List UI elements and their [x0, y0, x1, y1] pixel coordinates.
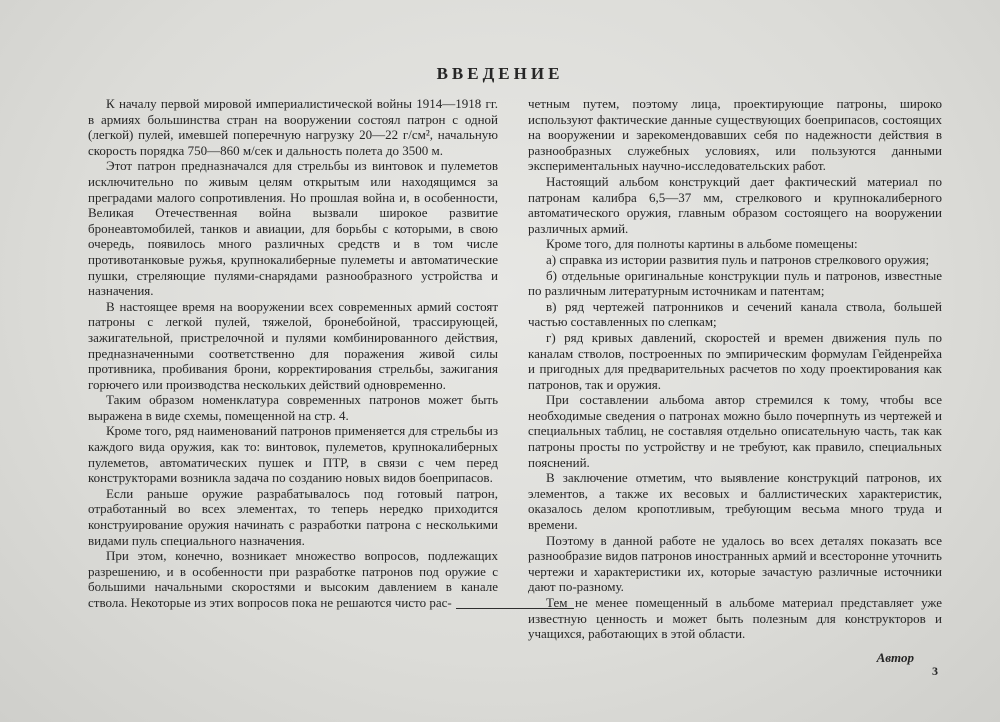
page-title: ВВЕДЕНИЕ [436, 64, 564, 83]
paragraph: Кроме того, ряд наименований патронов применяется для стрельбы из каждого вида оружия, как то: винтовок, пулеметов, крупнокалиберных пулеметов, автоматических пушек и ПТР, в связи с чем перед конструкторами возникла задача по созданию новых видов боеприпасов. [88, 423, 498, 486]
author-signature: Автор [876, 649, 914, 665]
divider-line [456, 608, 574, 609]
paragraph: В настоящее время на вооружении всех современных армий состоят патроны с легкой пулей, тяжелой, бронебойной, трассирующей, зажигательной, пристрелочной и пулями комбинированного действия, предназначенными соответственно для поражения живой силы противника, пробивания брони, корректирования стрельбы, зажигания горючего или производства нескольких действий одновременно. [88, 298, 498, 392]
paragraph: К началу первой мировой империалистической войны 1914—1918 гг. в армиях большинства стран на вооружении состоял патрон с одной (легкой) пулей, имевшей поперечную нагрузку 20—22 г/см², начальную скорость порядка 750—860 м/сек и дальность полета до 3500 м. [88, 96, 498, 158]
paragraph: Этот патрон предназначался для стрельбы из винтовок и пулеметов исключительно по живым целям открытым или находящимся за преградами малого сопротивления. Но прошлая война и, в особенности, Великая Отечественная война вызвали широкое развитие бронеавтомобилей, танков и авиации, для борьбы с которыми, в свою очередь, появилось много различных средств и в том числе противотанковые ружья, крупнокалиберные пулеметы и автоматические пушки, стреляющие пулями-снарядами разнообразного устройства и назначения. [88, 158, 498, 299]
paragraph: В заключение отметим, что выявление конструкций патронов, их элементов, а также их весовых и баллистических характеристик, оказалось делом кропотливым, требующим весьма много труда и времени. [528, 470, 942, 533]
list-item: а) справка из истории развития пуль и патронов стрелкового оружия; [546, 251, 930, 267]
right-column [528, 96, 942, 665]
paragraph: Настоящий альбом конструкций дает фактический материал по патронам калибра 6,5—37 мм, стрелкового и крупнокалиберного автоматического оружия, главным образом состоящего на вооружении различных армий. [528, 173, 942, 236]
paragraph: Поэтому в данной работе не удалось во всех деталях показать все разнообразие видов патронов иностранных армий и всесторонне уточнить чертежи и характеристики их, которые зачастую различные источники дают по-разному. [528, 532, 942, 595]
list-item: в) ряд чертежей патронников и сечений канала ствола, большей частью составленных по слепкам; [528, 298, 942, 330]
paragraph: Тем не менее помещенный в альбоме материал представляет уже известную ценность и может быть полезным для конструкторов и учащихся, работающих в этой области. [528, 595, 942, 642]
paragraph: Кроме того, для полноты картины в альбоме помещены: [546, 236, 858, 252]
list-item: г) ряд кривых давлений, скоростей и времен движения пуль по каналам стволов, построенных по эмпирическим формулам Гейденрейха и пригодных для предварительных расчетов по ходу проектирования как патронов, так и оружия. [528, 329, 942, 392]
left-column [88, 96, 498, 611]
paragraph: Таким образом номенклатура современных патронов может быть выражена в виде схемы, помещенной на стр. 4. [88, 392, 498, 423]
paragraph: При этом, конечно, возникает множество вопросов, подлежащих разрешению, и в особенности при разработке патронов под оружие с большими начальными скоростями и высоким давлением в канале ствола. Некоторые из этих вопросов пока не решаются чисто рас- [88, 548, 498, 610]
list-item: б) отдельные оригинальные конструкции пуль и патронов, известные по различным литературным источникам и патентам; [528, 267, 942, 299]
paragraph: четным путем, поэтому лица, проектирующие патроны, широко используют фактические данные существующих боеприпасов, состоящих на вооружении и зарекомендовавших себя по надежности действия в разнообразных служебных условиях, или пользуются данными экспериментальных научно-исследовательских работ. [528, 96, 942, 174]
page-number: 3 [932, 664, 938, 678]
paragraph: При составлении альбома автор стремился к тому, чтобы все необходимые сведения о патронах можно было почерпнуть из чертежей и специальных таблиц, не составляя отдельно описательную часть, так как патроны просты по устройству и не требуют, как правило, специальных пояснений. [528, 392, 942, 470]
paragraph: Если раньше оружие разрабатывалось под готовый патрон, отработанный во всех элементах, то теперь нередко приходится конструирование оружия начинать с разработки патрона с несколькими видами пуль специального назначения. [88, 485, 498, 548]
